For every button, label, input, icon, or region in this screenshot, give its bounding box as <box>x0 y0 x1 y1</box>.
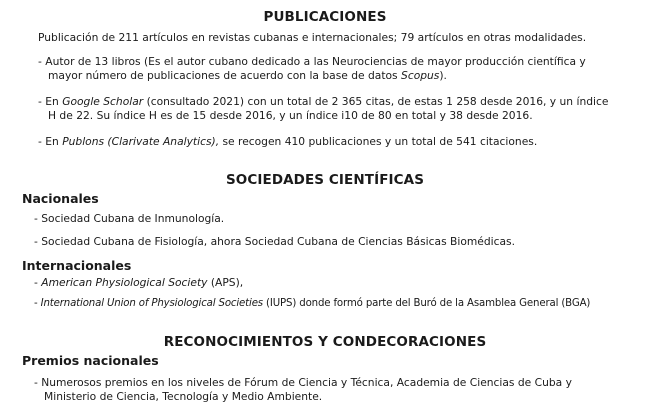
scholar-pre: - En <box>38 95 63 108</box>
section-title-publicaciones: PUBLICACIONES <box>263 9 387 25</box>
internacionales-item-aps <box>34 276 243 290</box>
libros-line2-text: mayor número de publicaciones de acuerdo con la base de datos <box>48 69 402 82</box>
aps-dash: - <box>34 276 42 289</box>
nacionales-item-inmunologia: - Sociedad Cubana de Inmunología. <box>34 212 225 225</box>
publicaciones-item-libros <box>38 55 586 83</box>
publons-rest: se recogen 410 publicaciones y un total de 541 citaciones. <box>219 135 538 148</box>
premios-line2: Ministerio de Ciencia, Tecnología y Medio Ambiente. <box>44 390 323 403</box>
publicaciones-item-scholar <box>38 95 608 123</box>
subheading-internacionales: Internacionales <box>22 258 132 273</box>
nacionales-item-fisiologia: - Sociedad Cubana de Fisiología, ahora Sociedad Cubana de Ciencias Básicas Biomédicas. <box>34 235 516 248</box>
iups-rest: (IUPS) donde formó parte del Buró de la Asamblea General (BGA) <box>262 298 591 309</box>
internacionales-item-iups <box>34 297 590 311</box>
premios-line1: - Numerosos premios en los niveles de Fórum de Ciencia y Técnica, Academia de Ciencias de Cuba y <box>34 376 572 389</box>
libros-line2 <box>38 69 586 83</box>
publicaciones-intro: Publicación de 211 artículos en revistas cubanas e internacionales; 79 artículos en otras modalidades. <box>38 31 587 44</box>
scholar-line1-rest: (consultado 2021) con un total de 2 365 citas, de estas 1 258 desde 2016, y un índice <box>143 95 609 108</box>
subheading-nacionales: Nacionales <box>22 191 99 206</box>
publons-pre: - En <box>38 135 63 148</box>
section-title-sociedades: SOCIEDADES CIENTÍFICAS <box>225 172 425 188</box>
subheading-premios-nacionales: Premios nacionales <box>22 353 159 368</box>
iups-dash: - <box>34 298 41 309</box>
iups-name: International Union of Physiological Societies <box>40 298 263 309</box>
scholar-name: Google Scholar <box>62 95 144 108</box>
publons-name: Publons (Clarivate Analytics), <box>62 135 220 148</box>
aps-rest: (APS), <box>207 276 244 289</box>
libros-scopus: Scopus <box>401 69 440 82</box>
publicaciones-item-publons <box>38 135 537 149</box>
scholar-line2: H de 22. Su índice H es de 15 desde 2016, y un índice i10 de 80 en total y 38 desde 2016. <box>48 109 533 122</box>
libros-line1: - Autor de 13 libros (Es el autor cubano dedicado a las Neurociencias de mayor producción científica y <box>38 55 586 68</box>
premios-item <box>34 376 572 404</box>
aps-name: American Physiological Society <box>41 276 208 289</box>
scholar-line1 <box>38 95 608 109</box>
section-title-reconocimientos: RECONOCIMIENTOS Y CONDECORACIONES <box>163 334 487 350</box>
libros-line2-end: ). <box>439 69 447 82</box>
